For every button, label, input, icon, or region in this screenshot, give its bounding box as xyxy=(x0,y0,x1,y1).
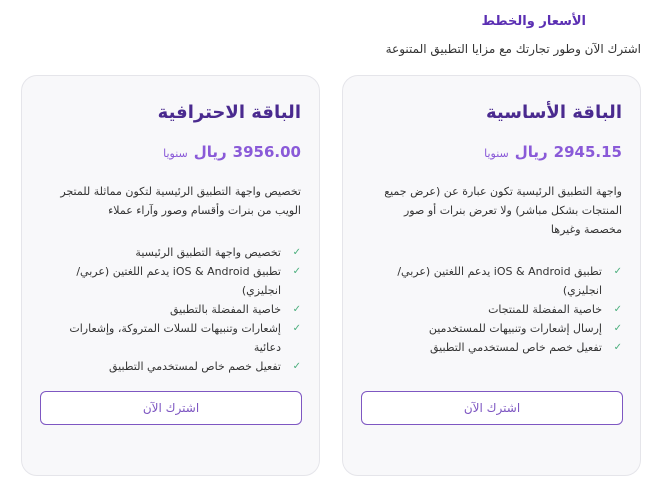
section-title: الأسعار والخطط xyxy=(481,14,586,29)
feature-text: تطبيق iOS & Android يدعم اللغتين (عربي/ انجليزي) xyxy=(397,265,602,297)
feature-text: تفعيل خصم خاص لمستخدمي التطبيق xyxy=(429,341,602,354)
price-period: سنويا xyxy=(484,147,509,160)
feature-text: إرسال إشعارات وتنبيهات للمستخدمين xyxy=(428,322,602,335)
check-icon: ✓ xyxy=(292,247,301,258)
feature-list xyxy=(39,243,301,376)
check-icon: ✓ xyxy=(613,323,622,334)
subscribe-button[interactable]: اشترك الآن xyxy=(40,391,302,425)
feature-item xyxy=(39,357,301,376)
feature-text: إشعارات وتنبيهات للسلات المتروكة، وإشعارات دعائية xyxy=(69,322,281,354)
check-icon: ✓ xyxy=(292,361,301,372)
feature-item xyxy=(39,243,301,262)
feature-list xyxy=(360,262,622,357)
subscribe-button[interactable]: اشترك الآن xyxy=(361,391,623,425)
feature-item xyxy=(360,338,622,357)
plan-name: الباقة الاحترافية xyxy=(157,102,301,123)
feature-item xyxy=(39,262,301,300)
price-currency: ريال xyxy=(514,143,548,161)
price-amount: 3956.00 xyxy=(232,143,301,161)
section-subtitle: اشترك الآن وطور تجارتك مع مزايا التطبيق المتنوعة xyxy=(385,42,641,56)
feature-text: خاصية المفضلة بالتطبيق xyxy=(169,303,281,316)
check-icon: ✓ xyxy=(292,304,301,315)
check-icon: ✓ xyxy=(292,323,301,334)
plan-description: تخصيص واجهة التطبيق الرئيسية لتكون مماثلة للمتجر الويب من بنرات وأقسام وصور وآراء عملاء xyxy=(60,185,301,217)
feature-item xyxy=(360,319,622,338)
plan-card-basic xyxy=(342,75,641,476)
check-icon: ✓ xyxy=(613,266,622,277)
feature-item xyxy=(360,300,622,319)
check-icon: ✓ xyxy=(292,266,301,277)
price-currency: ريال xyxy=(193,143,227,161)
price-amount: 2945.15 xyxy=(553,143,622,161)
feature-text: خاصية المفضلة للمنتجات xyxy=(488,303,602,316)
feature-item xyxy=(360,262,622,300)
price-row xyxy=(484,143,622,161)
price-row xyxy=(163,143,301,161)
price-period: سنويا xyxy=(163,147,188,160)
plan-description: واجهة التطبيق الرئيسية تكون عبارة عن (عرض جميع المنتجات بشكل مباشر) ولا تعرض بنرات أو صور مخصصة وغيرها xyxy=(384,185,622,236)
feature-text: تخصيص واجهة التطبيق الرئيسية xyxy=(135,246,281,259)
plan-name: الباقة الأساسية xyxy=(485,102,622,123)
feature-item xyxy=(39,319,301,357)
feature-text: تطبيق iOS & Android يدعم اللغتين (عربي/ انجليزي) xyxy=(76,265,281,297)
feature-text: تفعيل خصم خاص لمستخدمي التطبيق xyxy=(108,360,281,373)
check-icon: ✓ xyxy=(613,304,622,315)
feature-item xyxy=(39,300,301,319)
plan-card-pro xyxy=(21,75,320,476)
check-icon: ✓ xyxy=(613,342,622,353)
